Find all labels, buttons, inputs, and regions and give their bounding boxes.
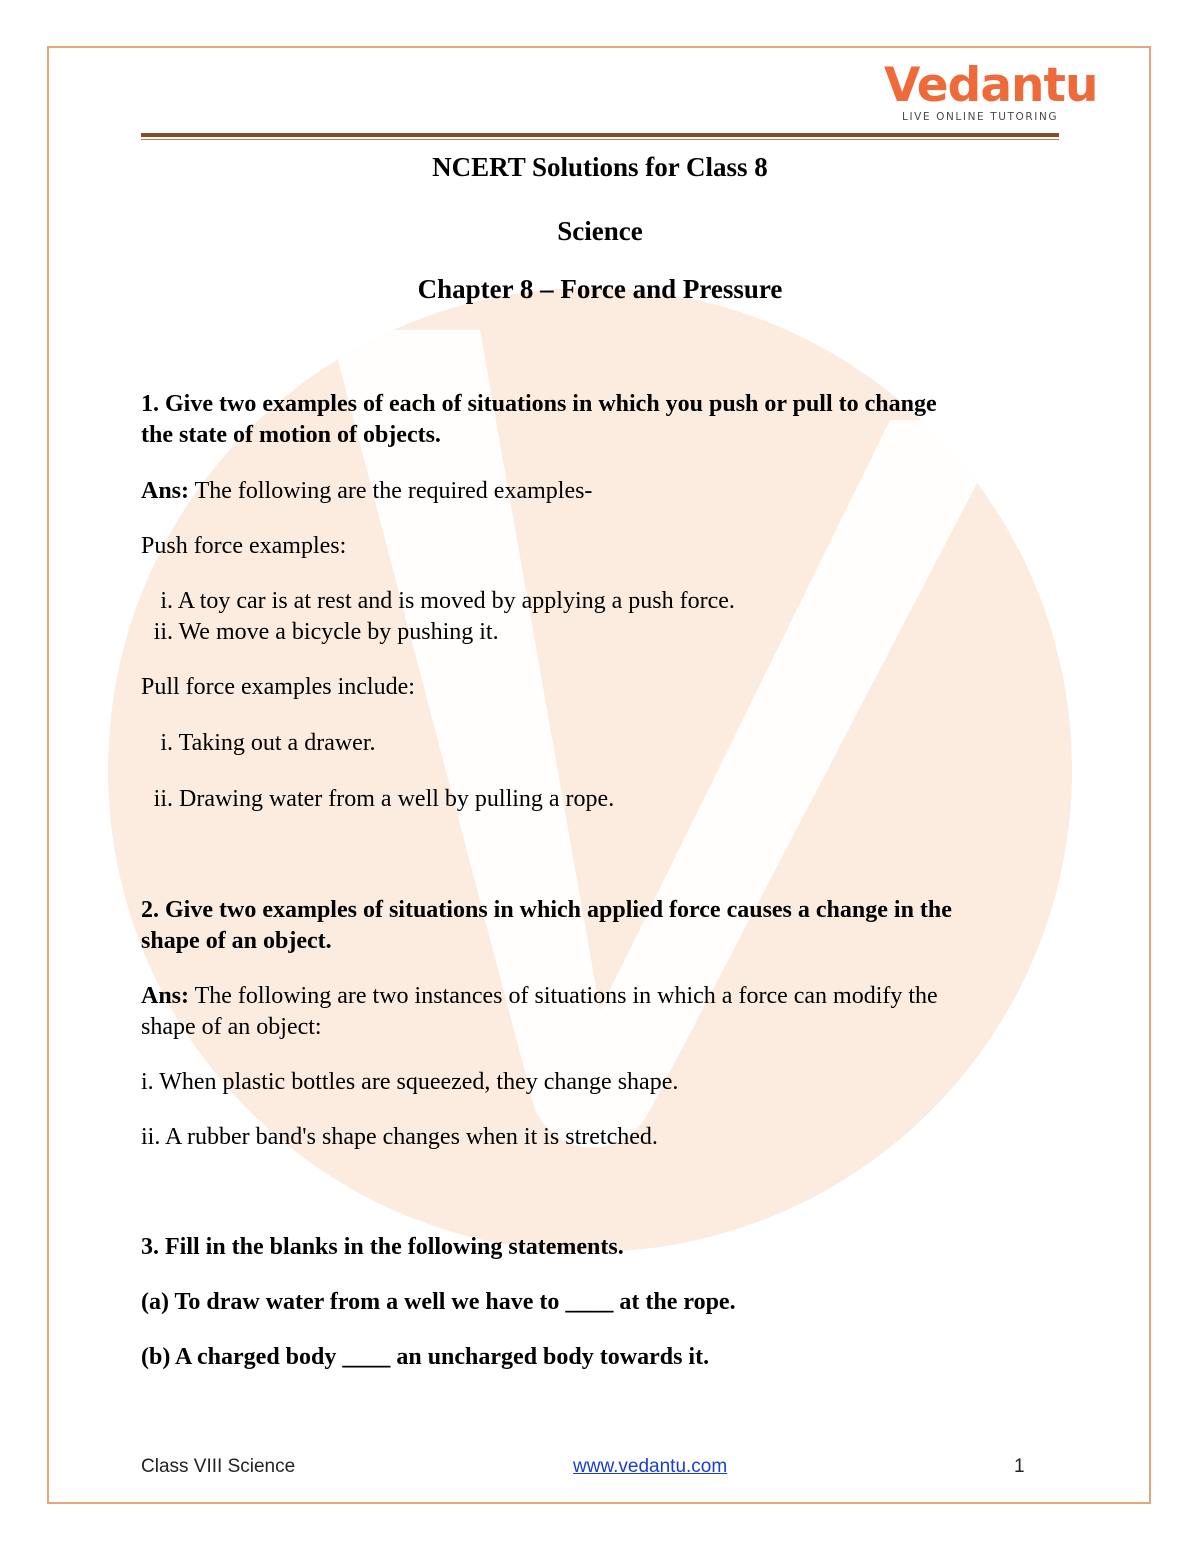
footer-website-link[interactable]	[573, 1456, 727, 1478]
q2-question-line1: 2. Give two examples of situations in which applied force causes a change in the	[141, 897, 952, 923]
footer-class-label: Class VIII Science	[141, 1456, 296, 1477]
q3-part-b: (b) A charged body ____ an uncharged body towards it.	[141, 1344, 710, 1370]
q2-ans-label: Ans:	[141, 983, 190, 1009]
q1-ans-text: The following are the required examples-	[189, 478, 593, 504]
q2-ans-text: The following are two instances of situations in which a force can modify the	[189, 983, 938, 1009]
q1-question-line2: the state of motion of objects.	[141, 422, 441, 448]
q1-answer	[141, 478, 592, 505]
q2-answer-line2: shape of an object:	[141, 1014, 322, 1040]
list-text: Taking out a drawer.	[178, 730, 376, 756]
list-number: ii.	[153, 619, 173, 645]
header-rule	[141, 133, 1059, 137]
q1-push-heading: Push force examples:	[141, 533, 347, 559]
vedantu-logo[interactable]	[884, 58, 1098, 128]
list-text: A toy car is at rest and is moved by applying a push force.	[177, 588, 735, 614]
logo-wordmark: Vedantu	[884, 58, 1098, 113]
q3-part-a: (a) To draw water from a well we have to ____ at the rope.	[141, 1289, 736, 1315]
q2-question-line2: shape of an object.	[141, 928, 332, 954]
list-item	[141, 588, 735, 615]
list-number: i.	[160, 730, 173, 756]
chapter-title: Chapter 8 – Force and Pressure	[417, 274, 783, 304]
q2-answer-line1	[141, 983, 938, 1010]
q1-pull-heading: Pull force examples include:	[141, 674, 415, 700]
website-link[interactable]: www.vedantu.com	[573, 1456, 728, 1477]
list-item	[141, 786, 614, 813]
page-number: 1	[1014, 1456, 1025, 1477]
list-number: i.	[160, 588, 173, 614]
q1-ans-label: Ans:	[141, 478, 190, 504]
subject-title: Science	[557, 216, 643, 246]
list-text: Drawing water from a well by pulling a rope.	[179, 786, 615, 812]
q2-item-1: i. When plastic bottles are squeezed, they change shape.	[141, 1069, 679, 1095]
logo-tagline: LIVE ONLINE TUTORING	[902, 111, 1059, 123]
document-title: NCERT Solutions for Class 8	[432, 152, 768, 182]
q2-item-2: ii. A rubber band's shape changes when it is stretched.	[141, 1124, 658, 1150]
list-item	[141, 619, 499, 646]
list-number: ii.	[153, 786, 173, 812]
list-item	[141, 730, 376, 757]
header-rule-thin	[141, 139, 1059, 140]
list-text: We move a bicycle by pushing it.	[178, 619, 499, 645]
q3-question: 3. Fill in the blanks in the following statements.	[141, 1234, 624, 1260]
q1-question-line1: 1. Give two examples of each of situations in which you push or pull to change	[141, 391, 937, 417]
